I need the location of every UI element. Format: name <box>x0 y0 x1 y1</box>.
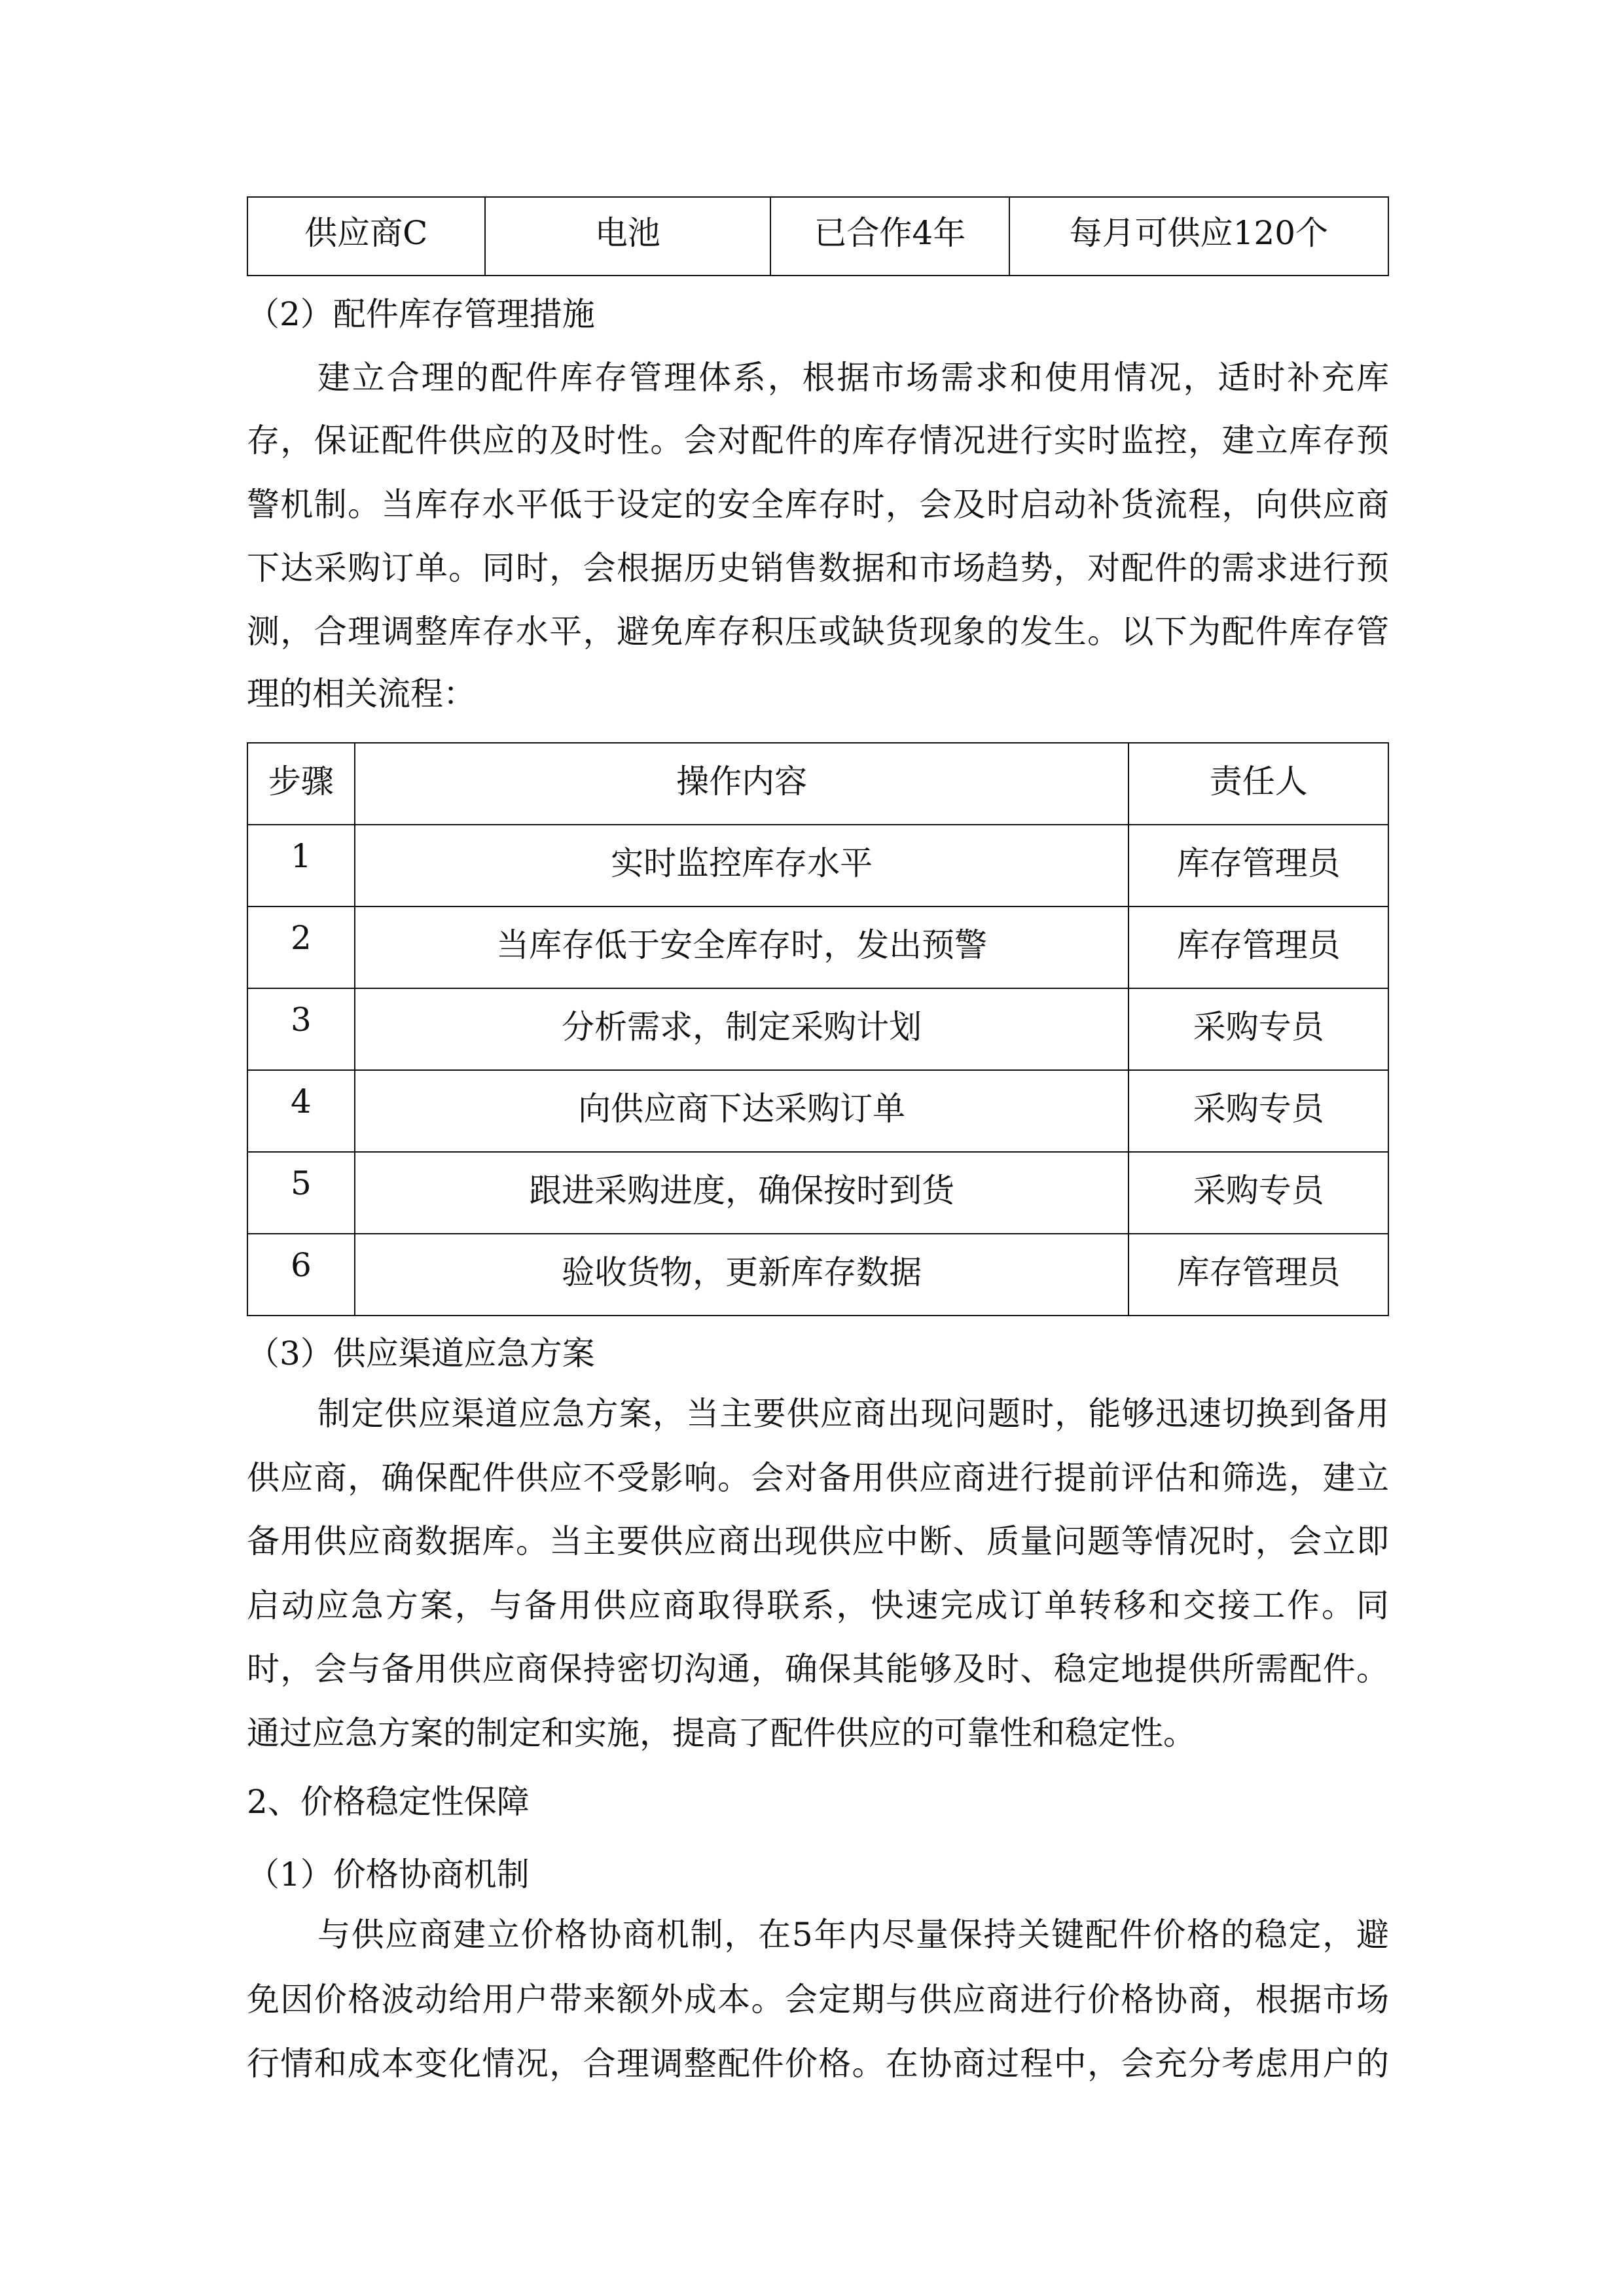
table-row <box>247 1152 1388 1234</box>
paragraph-line: 启动应急方案，与备用供应商取得联系，快速完成订单转移和交接工作。同 <box>247 1587 1389 1624</box>
step-number: 3 <box>247 988 355 1070</box>
step-action: 跟进采购进度，确保按时到货 <box>355 1152 1129 1234</box>
paragraph-line: 时，会与备用供应商保持密切沟通，确保其能够及时、稳定地提供所需配件。 <box>247 1650 1389 1688</box>
step-owner: 采购专员 <box>1128 1152 1388 1234</box>
step-owner: 采购专员 <box>1128 988 1388 1070</box>
supplier-capacity: 每月可供应120个 <box>1009 197 1388 276</box>
step-number: 1 <box>247 825 355 906</box>
paragraph-line: 存，保证配件供应的及时性。会对配件的库存情况进行实时监控，建立库存预 <box>247 422 1389 459</box>
paragraph-line: 下达采购订单。同时，会根据历史销售数据和市场趋势，对配件的需求进行预 <box>247 549 1389 587</box>
paragraph-line: 行情和成本变化情况，合理调整配件价格。在协商过程中，会充分考虑用户的 <box>247 2045 1389 2083</box>
step-action: 当库存低于安全库存时，发出预警 <box>355 906 1129 988</box>
step-action: 分析需求，制定采购计划 <box>355 988 1129 1070</box>
step-action: 实时监控库存水平 <box>355 825 1129 906</box>
table-row <box>247 988 1388 1070</box>
subsection-heading: （1）价格协商机制 <box>247 1856 530 1893</box>
paragraph-line: 理的相关流程： <box>247 675 476 713</box>
step-number: 4 <box>247 1070 355 1152</box>
supplier-part: 电池 <box>485 197 770 276</box>
step-owner: 采购专员 <box>1128 1070 1388 1152</box>
step-owner: 库存管理员 <box>1128 1234 1388 1316</box>
supplier-name: 供应商C <box>247 197 485 276</box>
step-number: 6 <box>247 1234 355 1316</box>
paragraph-line: 备用供应商数据库。当主要供应商出现供应中断、质量问题等情况时，会立即 <box>247 1522 1389 1560</box>
paragraph-line: 供应商，确保配件供应不受影响。会对备用供应商进行提前评估和筛选，建立 <box>247 1459 1389 1497</box>
supplier-duration: 已合作4年 <box>770 197 1009 276</box>
step-number: 5 <box>247 1152 355 1234</box>
process-table <box>247 742 1389 1316</box>
supplier-table <box>247 196 1389 276</box>
table-row <box>247 825 1388 906</box>
step-action: 验收货物，更新库存数据 <box>355 1234 1129 1316</box>
step-number: 2 <box>247 906 355 988</box>
paragraph-line: 与供应商建立价格协商机制，在5年内尽量保持关键配件价格的稳定，避 <box>317 1916 1389 1954</box>
header-step: 步骤 <box>247 743 355 825</box>
table-header-row <box>247 743 1388 825</box>
step-owner: 库存管理员 <box>1128 825 1388 906</box>
step-action: 向供应商下达采购订单 <box>355 1070 1129 1152</box>
table-row <box>247 1234 1388 1316</box>
paragraph-line: 建立合理的配件库存管理体系，根据市场需求和使用情况，适时补充库 <box>317 359 1389 397</box>
table-row <box>247 1070 1388 1152</box>
paragraph-line: 测，合理调整库存水平，避免库存积压或缺货现象的发生。以下为配件库存管 <box>247 613 1389 651</box>
paragraph-line: 通过应急方案的制定和实施，提高了配件供应的可靠性和稳定性。 <box>247 1714 1196 1752</box>
paragraph-line: 免因价格波动给用户带来额外成本。会定期与供应商进行价格协商，根据市场 <box>247 1981 1389 2018</box>
table-row <box>247 906 1388 988</box>
step-owner: 库存管理员 <box>1128 906 1388 988</box>
header-action: 操作内容 <box>355 743 1129 825</box>
table-row <box>247 197 1388 276</box>
header-owner: 责任人 <box>1128 743 1388 825</box>
section-heading: 2、价格稳定性保障 <box>247 1783 530 1821</box>
paragraph-line: 警机制。当库存水平低于设定的安全库存时，会及时启动补货流程，向供应商 <box>247 486 1389 524</box>
paragraph-line: 制定供应渠道应急方案，当主要供应商出现问题时，能够迅速切换到备用 <box>317 1395 1389 1433</box>
section-heading: （2）配件库存管理措施 <box>247 295 595 333</box>
section-heading: （3）供应渠道应急方案 <box>247 1335 595 1372</box>
